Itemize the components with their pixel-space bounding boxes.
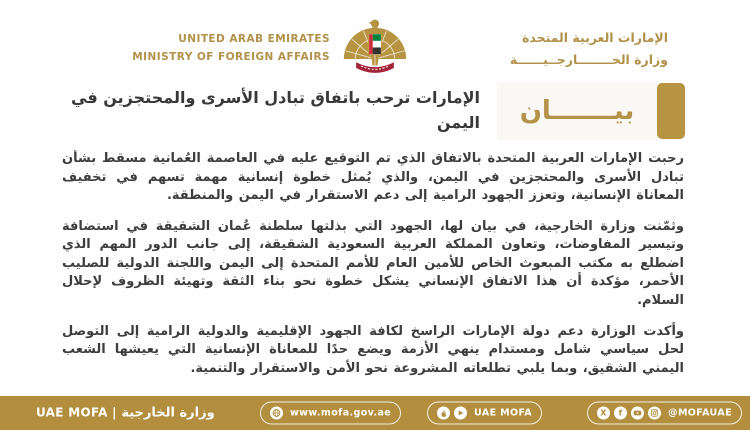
statement-title: الإمارات ترحب باتفاق تبادل الأسرى والمحتجزين في اليمن bbox=[71, 88, 480, 132]
youtube-icon[interactable] bbox=[631, 407, 644, 420]
social-pill[interactable] bbox=[587, 402, 742, 425]
footer-bar bbox=[0, 396, 750, 430]
app-pill[interactable] bbox=[427, 402, 542, 425]
statement-body bbox=[62, 150, 684, 390]
footer-brand-arabic: وزارة الخارجية bbox=[121, 405, 215, 421]
paragraph-3: وأكدت الوزارة دعم دولة الإمارات الراسخ لكافة الجهود الإقليمية والدولية الرامية إلى التوصل لحل سياسي شامل ومستدام ينهي الأزمة ويضع حدًا للمعاناة الإنسانية التي يعيشها الشعب اليمني الشقيق، وبما يلبي تطلعاته المشروعة نحو الأمن والاستقرار والتنمية. bbox=[62, 323, 684, 376]
app-store-icon[interactable] bbox=[437, 407, 450, 420]
ministry-name-english bbox=[118, 31, 330, 67]
ministry-name-arabic-line1: الإمارات العربية المتحدة bbox=[521, 30, 668, 45]
website-url[interactable]: www.mofa.gov.ae bbox=[290, 407, 392, 419]
footer-brand bbox=[36, 406, 215, 421]
ministry-name-arabic bbox=[424, 27, 668, 71]
ministry-name-arabic-line2: وزارة الخــــــــارجــيــــــة bbox=[509, 51, 668, 67]
statement-label: بيـــــــان bbox=[519, 96, 635, 126]
ministry-name-english-line1: UNITED ARAB EMIRATES bbox=[178, 33, 330, 45]
uae-falcon-emblem bbox=[334, 13, 416, 77]
paragraph-2: وثمّنت وزارة الخارجية، في بيان لها، الجهود التي بذلتها سلطنة عُمان الشقيقة في استضافة وتيسير المفاوضات، وتعاون المملكة العربية السعودية الشقيقة، إلى جانب الدور المهم الذي اضطلع به مكتب المبعوث الخاص للأمين العام للأمم المتحدة إلى اليمن واللجنة الدولية للصليب الأحمر، مؤكدة أن هذا الاتفاق الإنساني يشكل خطوة نحو بناء الثقة وتهيئة الظروف لإحلال السلام. bbox=[62, 218, 684, 309]
ministry-name-english-line2: MINISTRY OF FOREIGN AFFAIRS bbox=[132, 50, 330, 63]
facebook-icon[interactable]: f bbox=[614, 407, 627, 420]
app-label[interactable]: UAE MOFA bbox=[474, 407, 533, 419]
website-pill[interactable] bbox=[260, 402, 401, 425]
statement-label-box bbox=[497, 82, 657, 140]
google-play-icon[interactable] bbox=[454, 407, 467, 420]
social-handle[interactable]: @MOFAUAE bbox=[668, 407, 732, 419]
globe-icon[interactable] bbox=[270, 407, 283, 420]
footer-brand-separator: | bbox=[112, 405, 117, 420]
paragraph-1: رحبت الإمارات العربية المتحدة بالاتفاق الذي تم التوقيع عليه في العاصمة العُمانية مسقط بشأن تبادل الأسرى والمحتجزين في اليمن، والذي يُمثل خطوة إنسانية مهمة تسهم في تخفيف المعاناة الإنسانية، وتعزز الجهود الرامية إلى دعم الاستقرار في اليمن والمنطقة. bbox=[62, 151, 684, 204]
statement-accent-bar bbox=[657, 83, 685, 139]
instagram-icon[interactable] bbox=[648, 407, 661, 420]
x-twitter-icon[interactable]: X bbox=[597, 407, 610, 420]
footer-brand-english: UAE MOFA bbox=[36, 405, 108, 420]
